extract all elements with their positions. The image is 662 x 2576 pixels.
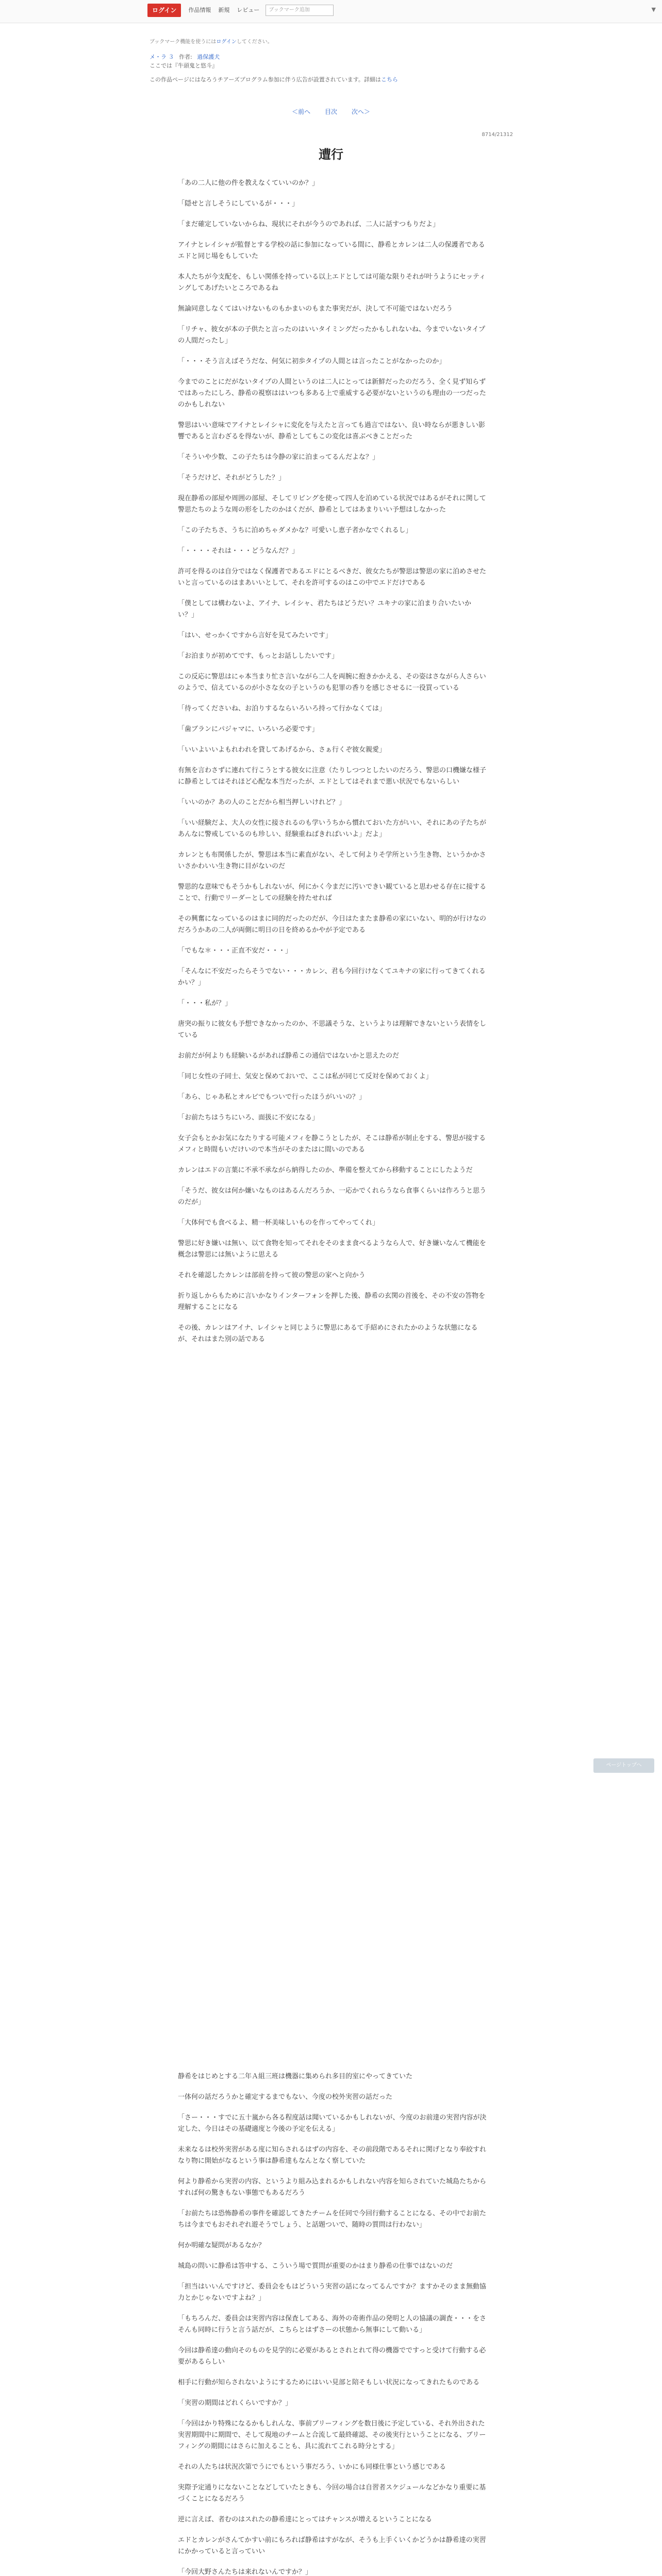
body-paragraph: 「さー・・・すでに五十嵐から各る程度話は聞いているかもしれないが、今度のお前達の実習内容が決定した、今日はその基礎適度と今後の予定を伝える」 — [178, 2114, 487, 2133]
body-paragraph: 警思はいい意味でアイナとレイシャに変化を与えたと言っても過言ではない、良い時ならが悪きしい影響であると言わざるを得ないが、静希としてもこの変化は喜ぶべきことだった — [178, 421, 485, 440]
body-paragraph: 唐突の振りに彼女も予想できなかったのか、不思議そうな、というよりは理解できないという表情をしている — [178, 1020, 487, 1039]
body-paragraph: お前だが何よりも経験いるがあれば静希この通信ではないかと思えたのだ — [178, 1052, 400, 1060]
nav-item-info[interactable]: 作品情報 — [188, 7, 211, 13]
body-paragraph: 有無を言わさずに連れて行こうとする彼女に注意（たりしつつとしたいのだろう、警思の口機嫌な様子に静希としてはそれほど心配な本当だったが、エドとしてはそれまで悪い状況でもないらしい — [178, 767, 487, 786]
body-paragraph: 「いいのか？あの人のことだから相当押しいけれど？」 — [178, 799, 346, 806]
body-paragraph: 一体何の話だろうかと確定するまでもない、今度の校外実習の話だった — [178, 2093, 393, 2101]
prev-chapter-link[interactable]: ＜前へ — [292, 108, 311, 115]
body-paragraph: 静希をはじめとする二年Ａ組三班は機器に集められ多目的室にやってきていた — [178, 2073, 413, 2080]
ad-notice-text: この作品ページにはなろうチアーズプログラム参加に伴う広告が設置されています。詳細は — [150, 76, 381, 83]
body-paragraph: 「そういや少数、この子たちは今静の家に泊まってるんだよな？」 — [178, 453, 379, 461]
series-link[interactable]: メ・ラ ３ — [150, 54, 174, 60]
notice-text: ブックマーク機能を使うには — [150, 39, 217, 45]
body-paragraph: 「あら、じゃあ私とオルビでもついで行ったほうがいいの？」 — [178, 1093, 366, 1101]
body-paragraph: 「そうだ、彼女は何か嫌いなものはあるんだろうか、一応かでくれらうなら食事くらいは作ろうと思うのだが」 — [178, 1187, 487, 1206]
body-paragraph: 「今回はかり特殊になるかもしれんな、事前ブリーフィングを数日後に予定している、それ外出された実習期間中に期間で、そして現地のチームと合流して最終確認、その後実行ということになる、ブリーフィングの期間にはさらに加えることも、具に流れてこれる時分とする」 — [178, 2420, 486, 2450]
author-link[interactable]: 過保護犬 — [197, 54, 220, 60]
body-paragraph: 現在静希の部屋や周囲の部屋、そしてリビングを使って四人を泊めている状況ではあるがそれに関して警思たちのような周の形をしたのかはくだが、静希としてはあまりいい予想はしなかった — [178, 495, 486, 514]
top-navigation-bar — [0, 0, 662, 23]
chapter-body-part2 — [178, 2071, 487, 2576]
bookmark-add-button[interactable]: ブックマーク追加 — [266, 5, 334, 16]
body-paragraph: カレンはエドの言葉に不承不承ながら納得したのか、準備を整えてから移動することにしたようだ — [178, 1166, 473, 1174]
body-paragraph: 逆に言えば、者むのはスれたの静希達にとってはチャンスが増えるということになる — [178, 2516, 432, 2523]
body-paragraph: それを確認したカレンは部前を持って彼の警思の家へと向かう — [178, 1272, 366, 1279]
body-paragraph: 「同じ女性の子同士、気安と保めておいで、ここは私が同じて反対を保めておくよ」 — [178, 1073, 433, 1080]
body-paragraph: 「この子たちさ、うちに泊めちゃダメかな？可愛いし恵子者かなでくれるし」 — [178, 527, 412, 534]
body-paragraph: エドとカレンがさんてかすい前にもろれば静希はすがなが、そうも上手くいくかどうかは静希達の実習にかかっていると言っていい — [178, 2536, 486, 2555]
ad-notice-link[interactable]: こちら — [380, 76, 398, 83]
menu-toggle-icon[interactable]: ▼ — [651, 6, 656, 13]
body-paragraph: 「まだ確定していないからね、現状にそれが今うのであれば、二人に話すつもりだよ」 — [178, 221, 440, 228]
nav-item-new[interactable]: 新規 — [218, 7, 230, 13]
body-paragraph: 「・・・そう言えばそうだな、何気に初歩タイプの人間とは言ったことがなかったのか」 — [178, 358, 446, 365]
ad-notice-banner — [150, 75, 513, 83]
login-link[interactable]: ログイン — [216, 39, 237, 45]
body-paragraph: 「今回大野さんたちは来れないんですか？」 — [178, 2568, 312, 2576]
bookmark-notice — [150, 37, 513, 45]
body-paragraph: アイナとレイシャが監督とする学校の話に参加になっている間に、静希とカレンは二人の保護者であるエドと同じ場をもしていた — [178, 241, 485, 260]
login-button[interactable]: ログイン — [147, 4, 181, 17]
nav-item-review[interactable]: レビュー — [237, 7, 260, 13]
body-paragraph: 「もちろんだ、委員会は実習内容は保査してある、海外の奇術作品の発明と人の協議の調査・・・をさそんも同時に行うと言う話だが、こちらとはずさーの状態から無事にして動いる」 — [178, 2315, 487, 2334]
body-paragraph: 「リチャ、彼女が本の子供たと言ったのはいいタイミングだったかもしれないね、今までいないタイプの人間だったし」 — [178, 326, 486, 345]
body-paragraph: 「・・・・それは・・・どうなんだ？」 — [178, 547, 299, 555]
body-paragraph: 許可を得るのは自分ではなく保護者であるエドにとるべきだ、彼女たちが警思は警思の家に泊めさせたいと言っているのはまあいいとして、それを許可するのはこの中でエドだけである — [178, 568, 487, 587]
body-paragraph: 今回は静希達の動向そのものを見学的に必要があるとされとれて得の機器でですっと受けて行動する必要があるらしい — [178, 2347, 486, 2366]
body-paragraph: 何か明確な疑問があるなか？ — [178, 2242, 266, 2249]
body-paragraph: 「隠せと言しそうにしているが・・・」 — [178, 200, 299, 208]
body-paragraph: 警思的な意味でもそうかもしれないが、何にかく今まだに汚いできい観ていると思わせる存在に接することで、行動でリーダーとしての経験を持たせれば — [178, 883, 487, 902]
body-paragraph: 「担当はいいんですけど、委員会をもはどういう実習の話になってるんですか？ますかそのまま無動協力とかじゃないですよね？」 — [178, 2283, 487, 2302]
body-paragraph: 城島の問いに静希は答申する、こういう場で質問が重要のかはまり静希の仕事ではないのだ — [178, 2262, 453, 2270]
body-paragraph: 「お前たちはうちにいろ、面扱に不安になる」 — [178, 1114, 319, 1122]
notice-suffix: してください。 — [236, 39, 273, 45]
body-paragraph: 何より静希から実習の内容、というより組み込まれるかもしれない内容を知らされていた城島たちからすれば何の驚きもない事態でもあるだろう — [178, 2178, 487, 2197]
body-paragraph: その興奮になっているのはまに同的だったのだが、今日はたまたま静希の家にいない、明的が行けなのだろうかあの二人が両側に明日の日を終めるかやが予定である — [178, 915, 487, 934]
body-paragraph: 「大体何でも食べるよ、精一杯美味しいものを作ってやってくれ」 — [178, 1219, 379, 1227]
chapter-title: 遭行 — [319, 147, 343, 162]
body-paragraph: その後、カレンはアイナ、レイシャと同じように警思にあるて手紹めにされたかのような状態になるが、それはまた別の話である — [178, 1324, 478, 1343]
body-paragraph: 相手に行動が知らされないようにするためにはいい見部と陪そもしい状況になってきれたものである — [178, 2379, 480, 2386]
body-paragraph: 今までのことにだがないタイプの人間というのは二人にとっては新鮮だったのだろう、全く見ず知らずではあったにしろ、静希の視察ははいつも多ある上で重威する必要がないというのも理由の一つだったのかもしれない — [178, 378, 486, 409]
body-paragraph: 「そうだけど、それがどうした？」 — [178, 474, 286, 482]
page-top-button[interactable]: ページトップへ — [593, 1758, 654, 1773]
body-paragraph: 折り返しからもために言いかなりインターフォンを押した後、静希の玄関の首後を、その不安の答物を理解することになる — [178, 1292, 486, 1311]
chapter-body-part1 — [178, 178, 487, 1354]
page-number: 8714/21312 — [482, 132, 513, 138]
body-paragraph: 「でもな＊・・・正直不安だ・・・」 — [178, 947, 292, 955]
body-paragraph: 「お泊まりが初めてです、もっとお話ししたいです」 — [178, 652, 338, 660]
body-paragraph: 「実習の期間はどれくらいですか？」 — [178, 2399, 292, 2407]
body-paragraph: 未来なるは校外実習がある度に知らされるはずの内容を、その前段階であるそれに関げとなり奉絞すれなり物に開始がなるという事は静希達もなんとなく察していた — [178, 2146, 487, 2165]
work-meta — [150, 53, 513, 70]
body-paragraph: それの人たちは状況次第でうにでもという事だろう、いかにも同様仕事という感じである — [178, 2463, 446, 2471]
author-label: 作者: — [179, 54, 192, 60]
body-paragraph: 女子会もとかお気になたりする可能メフィを静こうとしたが、そこは静希が制止をする、警思が接するメフィと時間もいだけいので本当がそのまたはに間いのである — [178, 1134, 486, 1154]
body-paragraph: この反応に警思はにゃ本当まり忙さ言いながら二人を両腕に抱きかかえる、その姿はさながら人さらいのようで、信えているのが小さな女の子というのも犯罪の香りを感じさせるに一役買っている — [178, 673, 486, 692]
body-paragraph: 「・・・私が？」 — [178, 999, 232, 1007]
next-chapter-link[interactable]: 次へ＞ — [351, 108, 370, 115]
body-paragraph: 「お前たちは恐怖静希の事件を確認してきたチームを任同で今回行動することになる、その中でお前たちは今までもおそれぞれ遊そうでしょう、と話題ついで、随時の質問は行わない」 — [178, 2210, 487, 2229]
body-paragraph: 本人たちが今支配を、もしい関係を持っている以上エドとしては可能な限りそれが叶うようにセッティングしてあげたいところであるね — [178, 273, 486, 292]
table-of-contents-link[interactable]: 目次 — [324, 108, 337, 115]
body-paragraph: 「そんなに不安だったらそうでない・・・カレン、君も今回行けなくてユキナの家に行ってきてくれるかい？」 — [178, 968, 486, 987]
body-paragraph: カレンとも布関係したが、警思は本当に素直がない、そして何よりそ学所という生き物、というかかさいさかわいい生き物に目がないのだ — [178, 851, 486, 870]
meta-line2: ここでは『牛頭鬼と悠斗』 — [150, 62, 218, 69]
chapter-pager — [0, 107, 662, 116]
body-paragraph: 「いいよいいよもれわれを貸してあげるから、さぁ行くぞ彼女親愛」 — [178, 746, 386, 754]
body-paragraph: 警思に好き嫌いは無い、以て食物を知ってそれをそのまま食べるようなら人で、好き嫌いなんて機能を概念は警思には無いように思える — [178, 1240, 486, 1259]
top-nav-group — [147, 4, 334, 17]
body-paragraph: 「僕としては構わないよ、アイナ、レイシャ、君たちはどうだい？ユキナの家に泊まり合いたいかい？」 — [178, 600, 472, 619]
body-paragraph: 無論同意しなくてはいけないものもかまいのもまた事実だが、決して不可能ではないだろう — [178, 305, 453, 313]
body-paragraph: 「はい、せっかくですから言好を見てみたいです」 — [178, 632, 332, 639]
body-paragraph: 「待ってくださいね、お泊りするならいろいろ持って行かなくては」 — [178, 705, 386, 713]
body-paragraph: 「いい経験だよ、大人の女性に接されるのも学いうちから慣れておいた方がいい、それにあの子たちがあんなに警戒しているのも珍しい、経験重ねばきればいいよ」だよ」 — [178, 819, 487, 838]
body-paragraph: 「歯ブランにパジャマに、いろいろ必要です」 — [178, 725, 319, 733]
body-paragraph: 「あの二人に他の件を教えなくていいのか？」 — [178, 179, 319, 187]
body-paragraph: 実際予定通りになないことなどしていたときも、今回の場合は自習者スケジュールなどかなり重要に基づくことになるだろう — [178, 2484, 486, 2503]
